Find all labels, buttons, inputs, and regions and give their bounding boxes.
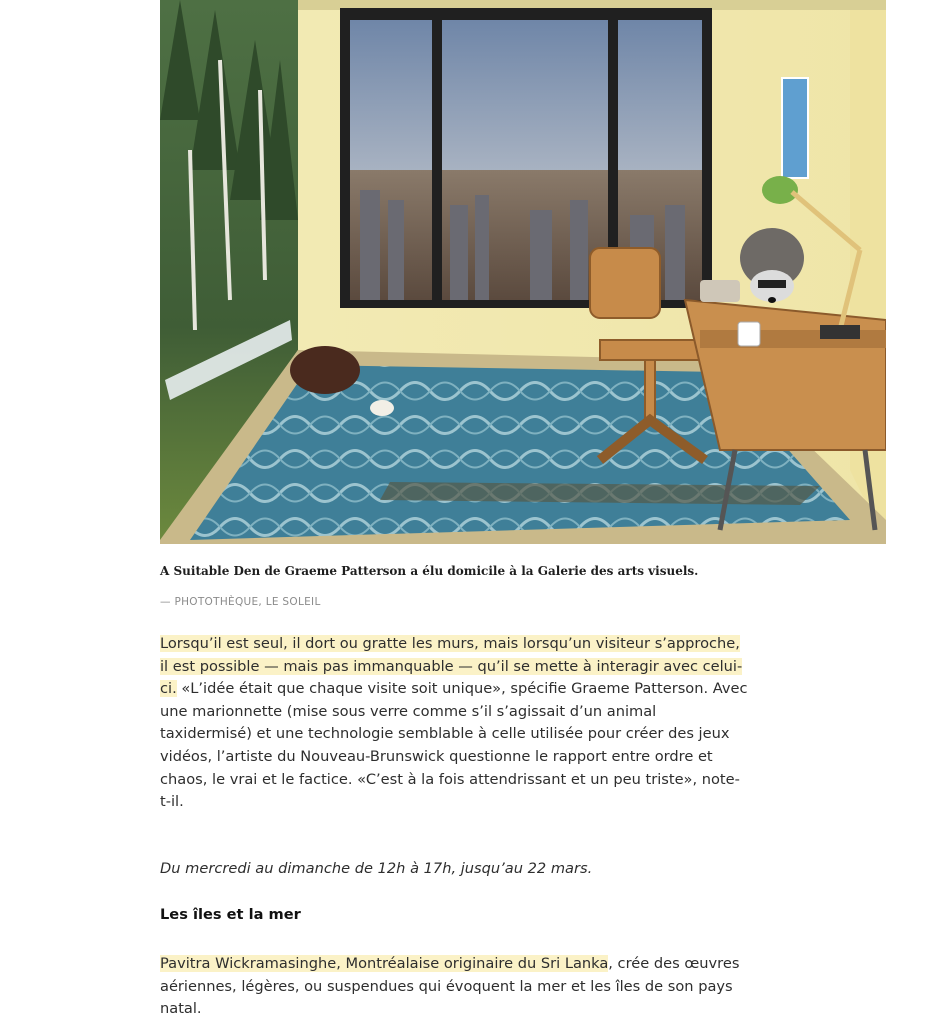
telephone: [700, 280, 740, 302]
paper-cup: [370, 400, 394, 416]
wastebasket: [290, 346, 360, 394]
coffee-mug: [738, 322, 760, 346]
article-paragraph-1: [160, 633, 750, 814]
section-heading: Les îles et la mer: [160, 906, 301, 923]
window-mullion-left: [432, 20, 442, 300]
paragraph-text: «L’idée était que chaque visite soit unique», spécifie Graeme Patterson. Avec une marionnette (mise sous verre comme s’il s’agissait d’un animal taxidermisé) et une technologie semblable à celle utilisée pour créer des jeux vidéos, l’artiste du Nouveau-Brunswick questionne le rapport entre ordre et chaos, le vrai et le factice. «C’est à la fois attendrissant et un peu triste», note-t-il.: [160, 680, 748, 811]
event-dates: Du mercredi au dimanche de 12h à 17h, jusqu’au 22 mars.: [160, 860, 593, 877]
wall-poster: [782, 78, 808, 178]
highlighted-text[interactable]: Pavitra Wickramasinghe, Montréalaise originaire du Sri Lanka: [160, 955, 609, 972]
photo-credit: — PHOTOTHÈQUE, LE SOLEIL: [160, 596, 321, 608]
photo-caption: A Suitable Den de Graeme Patterson a élu domicile à la Galerie des arts visuels.: [160, 564, 699, 578]
article-photo: [160, 0, 886, 544]
paragraph-text: , crée des œuvres aériennes, légères, ou suspendues qui évoquent la mer et les îles de son pays natal.: [160, 955, 740, 1018]
highlighted-text[interactable]: Lorsqu’il est seul, il dort ou gratte les murs, mais lorsqu’un visiteur s’approche, il est possible — mais pas immanquable — qu’il se mette à interagir avec celui-ci.: [160, 635, 743, 698]
article-paragraph-3: [160, 953, 750, 1021]
